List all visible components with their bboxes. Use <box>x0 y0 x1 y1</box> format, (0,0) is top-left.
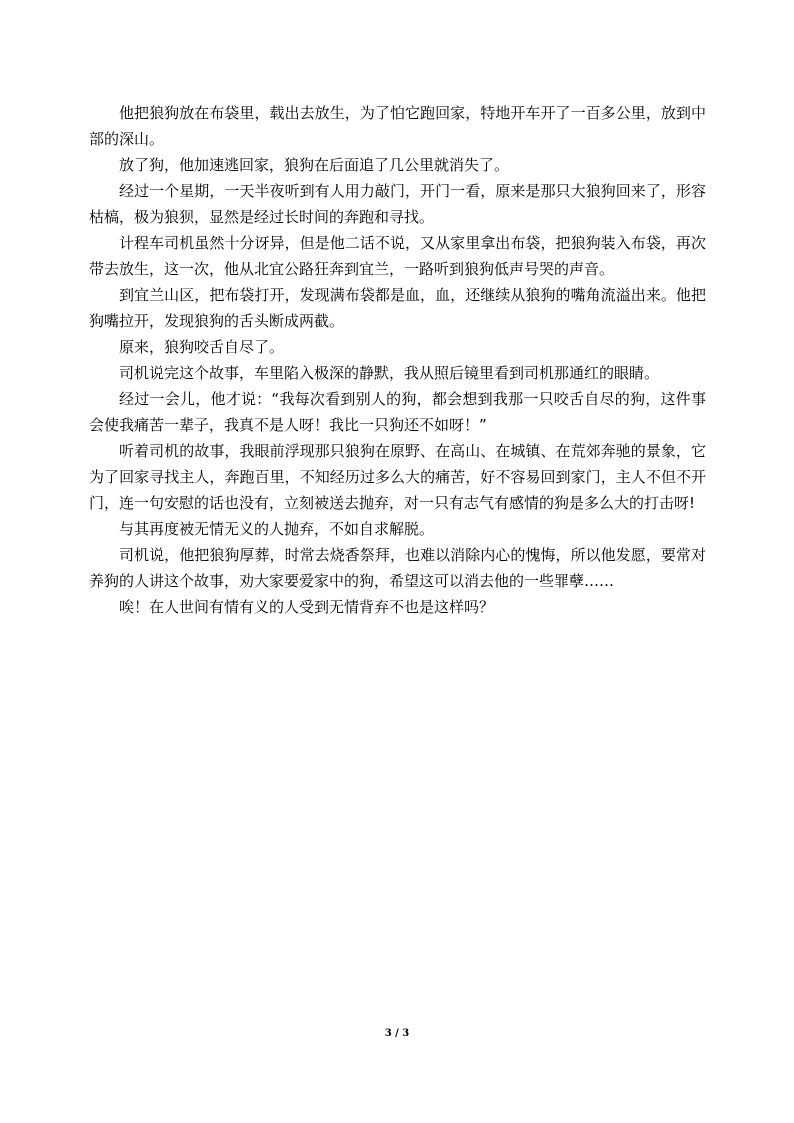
paragraph-1: 他把狼狗放在布袋里，载出去放生，为了怕它跑回家，特地开车开了一百多公里，放到中部的深山。 <box>89 104 706 148</box>
paragraph-6: 原来，狼狗咬舌自尽了。 <box>119 338 285 356</box>
paragraph-11: 司机说，他把狼狗厚葬，时常去烧香祭拜，也难以消除内心的愧悔，所以他发愿，要常对养狗的人讲这个故事，劝大家要爱家中的狗，希望这可以消去他的一些罪孽…… <box>89 546 706 590</box>
paragraph-9: 听着司机的故事，我眼前浮现那只狼狗在原野、在高山、在城镇、在荒郊奔驰的景象，它为了回家寻找主人，奔跑百里，不知经历过多么大的痛苦，好不容易回到家门，主人不但不开门，连一句安慰的话也没有，立刻被送去抛弃，对一只有志气有感情的狗是多么大的打击呀! <box>89 442 706 512</box>
paragraph-3: 经过一个星期，一天半夜听到有人用力敲门，开门一看，原来是那只大狼狗回来了，形容枯槁，极为狼狈，显然是经过长时间的奔跑和寻找。 <box>89 182 706 226</box>
paragraph-4: 计程车司机虽然十分讶异，但是他二话不说，又从家里拿出布袋，把狼狗装入布袋，再次带去放生，这一次，他从北宜公路狂奔到宜兰，一路听到狼狗低声号哭的声音。 <box>89 234 706 278</box>
document-body <box>89 100 706 620</box>
paragraph-10: 与其再度被无情无义的人抛弃，不如自求解脱。 <box>119 520 435 538</box>
paragraph-12: 唉！在人世间有情有义的人受到无情背弃不也是这样吗？ <box>119 598 495 616</box>
paragraph-2: 放了狗，他加速逃回家，狼狗在后面追了几公里就消失了。 <box>119 156 510 174</box>
paragraph-8: 经过一会儿，他才说：“我每次看到别人的狗，都会想到我那一只咬舌自尽的狗，这件事会使我痛苦一辈子，我真不是人呀！我比一只狗还不如呀！” <box>89 390 706 434</box>
page-number: 3 / 3 <box>384 1028 410 1039</box>
paragraph-7: 司机说完这个故事，车里陷入极深的静默，我从照后镜里看到司机那通红的眼睛。 <box>119 364 660 382</box>
paragraph-5: 到宜兰山区，把布袋打开，发现满布袋都是血，血，还继续从狼狗的嘴角流溢出来。他把狗嘴拉开，发现狼狗的舌头断成两截。 <box>89 286 706 330</box>
